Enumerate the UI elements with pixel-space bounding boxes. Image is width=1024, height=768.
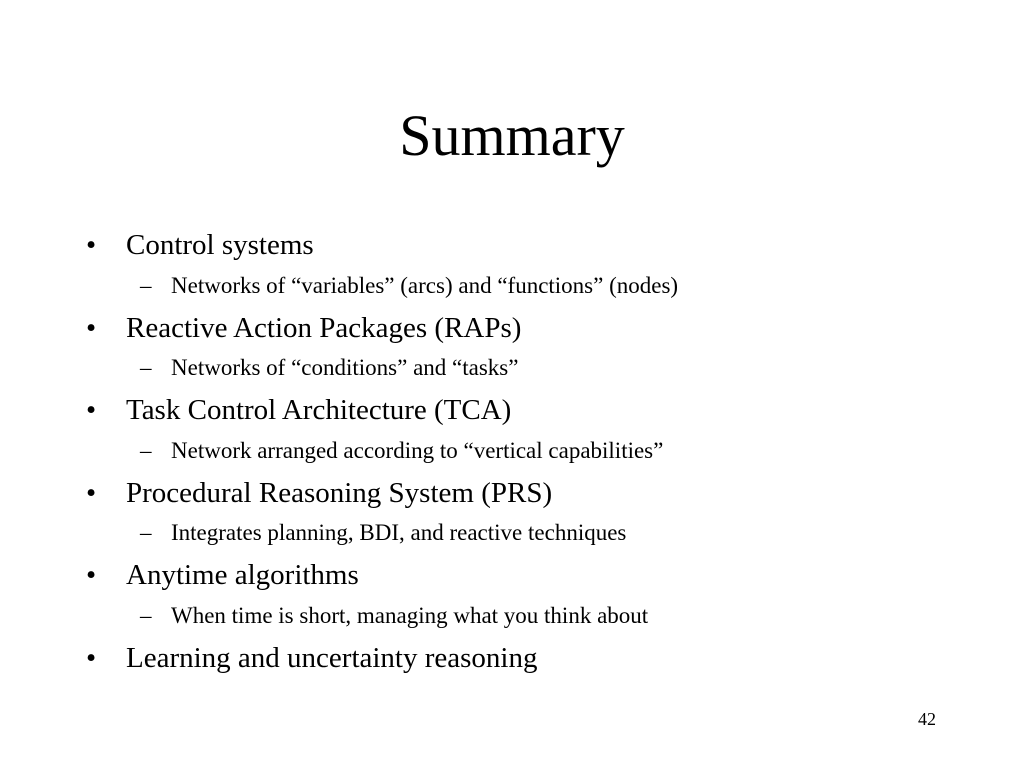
bullet-marker: • (86, 312, 97, 344)
sub-bullet-marker: – (140, 438, 152, 463)
sub-bullet-marker: – (140, 273, 152, 298)
slide-title: Summary (399, 103, 625, 168)
sub-bullet-text: Integrates planning, BDI, and reactive techniques (171, 520, 627, 545)
sub-bullet-text: Networks of “conditions” and “tasks” (171, 355, 519, 380)
sub-bullet-prs (0, 517, 1024, 549)
bullet-text: Control systems (126, 229, 314, 261)
bullet-item-learning (0, 638, 1024, 678)
bullet-item-control-systems (0, 225, 1024, 265)
bullet-marker: • (86, 229, 97, 261)
sub-bullet-text: Network arranged according to “vertical capabilities” (171, 438, 664, 463)
bullet-item-raps (0, 308, 1024, 348)
sub-bullet-text: When time is short, managing what you think about (171, 603, 649, 628)
page-number: 42 (918, 709, 936, 729)
bullet-text: Procedural Reasoning System (PRS) (126, 477, 553, 509)
sub-bullet-text: Networks of “variables” (arcs) and “functions” (nodes) (171, 273, 679, 298)
bullet-item-prs (0, 473, 1024, 513)
sub-bullet-control-systems (0, 270, 1024, 302)
bullet-marker: • (86, 559, 97, 591)
sub-bullet-marker: – (140, 355, 152, 380)
bullet-text: Task Control Architecture (TCA) (126, 394, 512, 426)
sub-bullet-marker: – (140, 603, 152, 628)
bullet-marker: • (86, 394, 97, 426)
sub-bullet-raps (0, 352, 1024, 384)
bullet-item-anytime (0, 555, 1024, 595)
bullet-text: Learning and uncertainty reasoning (126, 642, 538, 674)
bullet-item-tca (0, 390, 1024, 430)
sub-bullet-marker: – (140, 520, 152, 545)
bullet-marker: • (86, 642, 97, 674)
bullet-text: Reactive Action Packages (RAPs) (126, 312, 522, 344)
sub-bullet-anytime (0, 600, 1024, 632)
bullet-marker: • (86, 477, 97, 509)
bullet-text: Anytime algorithms (126, 559, 359, 591)
sub-bullet-tca (0, 435, 1024, 467)
